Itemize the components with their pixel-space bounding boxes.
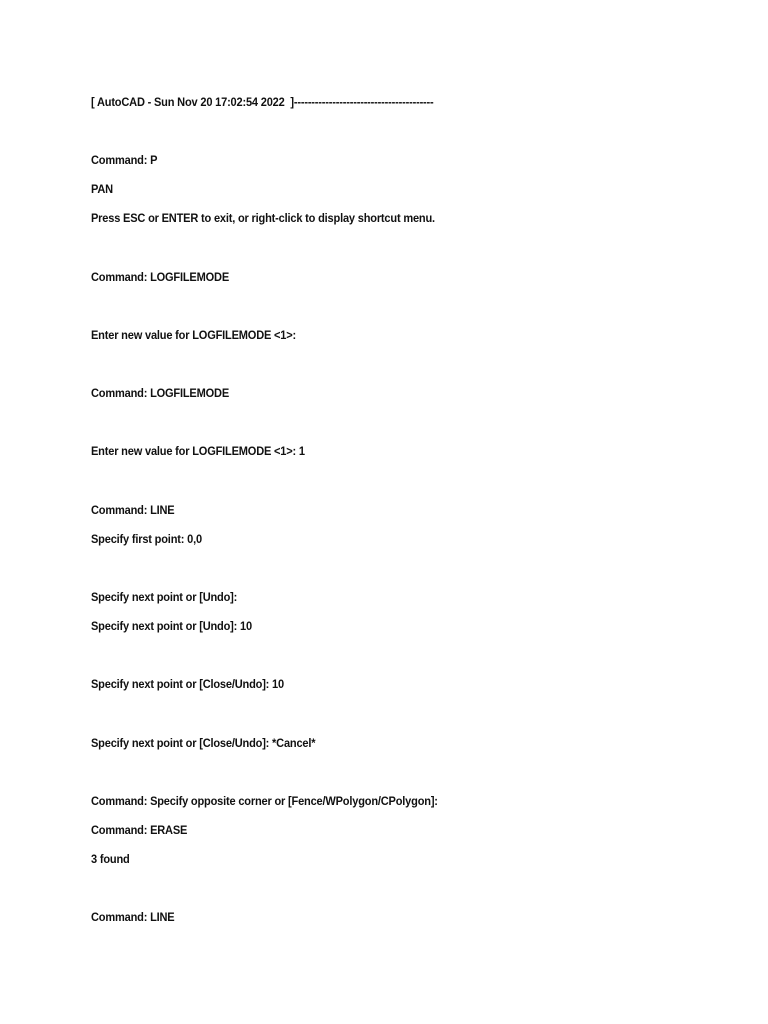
log-line-command: Command: LINE (91, 503, 175, 517)
log-line-output: Press ESC or ENTER to exit, or right-click to display shortcut menu. (91, 211, 435, 225)
log-line-command: Command: ERASE (91, 823, 188, 837)
log-line-prompt: Specify next point or [Close/Undo]: 10 (91, 677, 284, 691)
log-line-command: Command: Specify opposite corner or [Fence/WPolygon/CPolygon]: (91, 794, 438, 808)
log-line-prompt: Enter new value for LOGFILEMODE <1>: (91, 328, 297, 342)
log-line-command: Command: LOGFILEMODE (91, 386, 229, 400)
log-line-output: 3 found (91, 852, 130, 866)
log-line-prompt: Specify next point or [Close/Undo]: *Cancel* (91, 736, 316, 750)
log-line-prompt: Specify first point: 0,0 (91, 532, 202, 546)
log-line-prompt: Enter new value for LOGFILEMODE <1>: 1 (91, 444, 305, 458)
log-line-output: PAN (91, 182, 113, 196)
log-line-command: Command: LOGFILEMODE (91, 270, 229, 284)
log-header: [ AutoCAD - Sun Nov 20 17:02:54 2022 ]---------------------------------------- (91, 95, 434, 109)
log-line-command: Command: LINE (91, 910, 175, 924)
log-line-prompt: Specify next point or [Undo]: (91, 590, 238, 604)
log-line-prompt: Specify next point or [Undo]: 10 (91, 619, 252, 633)
log-line-command: Command: P (91, 153, 158, 167)
